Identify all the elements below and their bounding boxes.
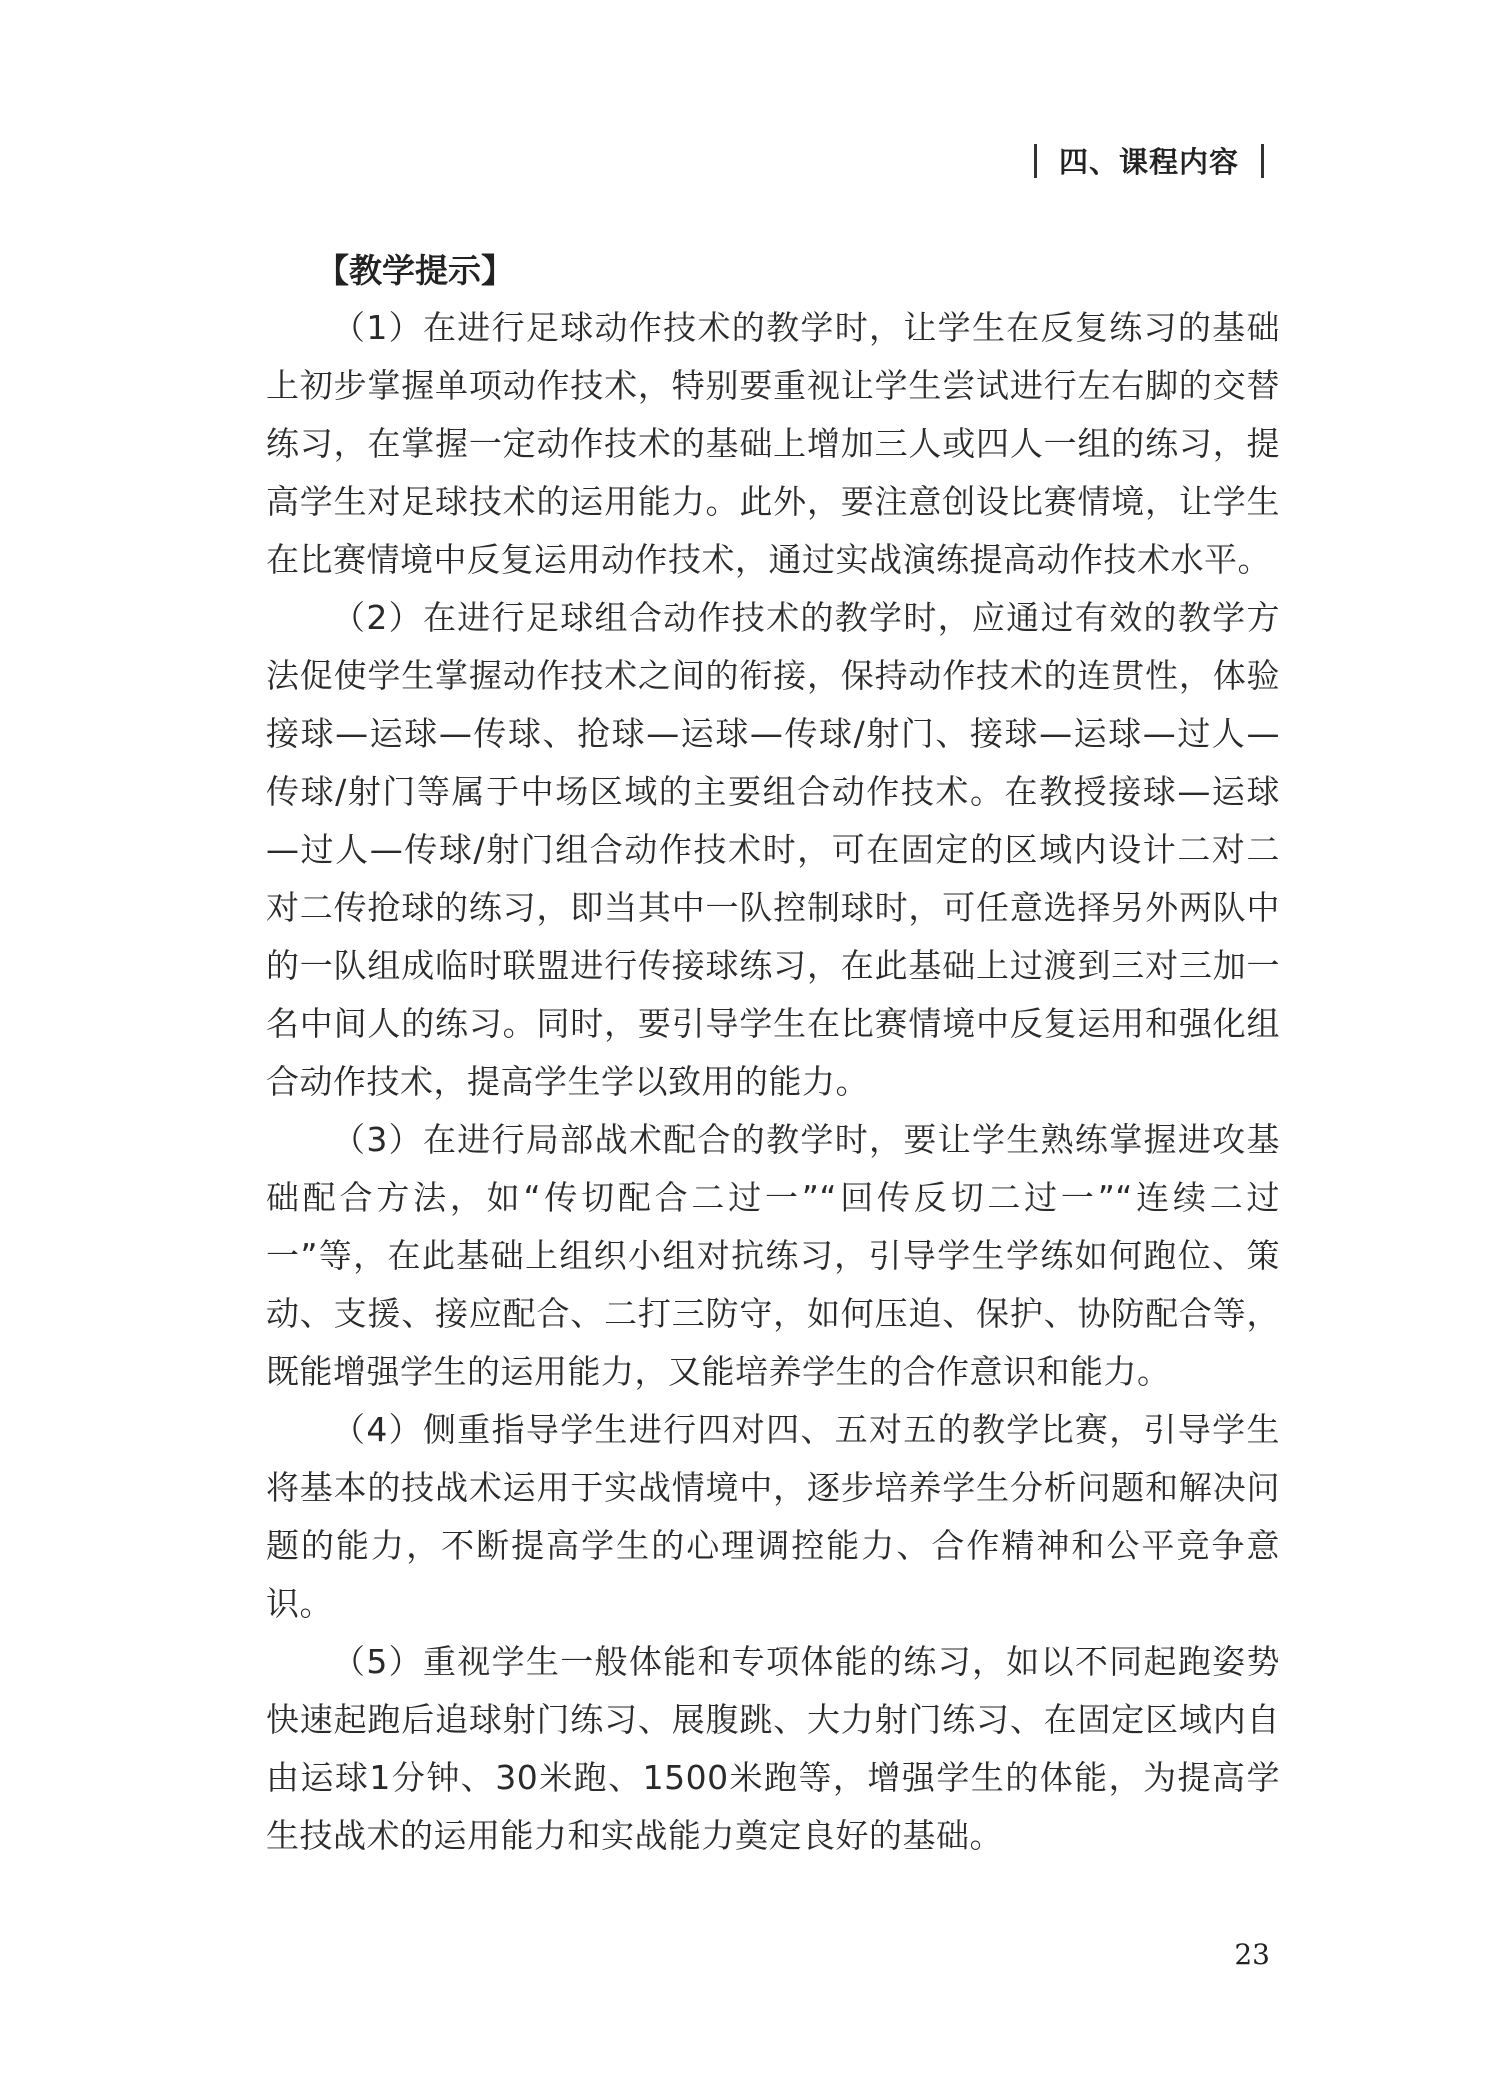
header-right-rule	[1261, 144, 1264, 178]
teaching-tips-heading: 【教学提示】	[316, 251, 514, 290]
paragraph-5: （5）重视学生一般体能和专项体能的练习，如以不同起跑姿势快速起跑后追球射门练习、展腹跳、大力射门练习、在固定区域内自由运球1分钟、30米跑、1500米跑等，增强学生的体能，为提高学生技战术的运用能力和实战能力奠定良好的基础。	[266, 1642, 1280, 1855]
paragraph-2: （2）在进行足球组合动作技术的教学时，应通过有效的教学方法促使学生掌握动作技术之间的衔接，保持动作技术的连贯性，体验接球—运球—传球、抢球—运球—传球/射门、接球—运球—过人—传球/射门等属于中场区域的主要组合动作技术。在教授接球—运球—过人—传球/射门组合动作技术时，可在固定的区域内设计二对二对二传抢球的练习，即当其中一队控制球时，可任意选择另外两队中的一队组成临时联盟进行传接球练习，在此基础上过渡到三对三加一名中间人的练习。同时，要引导学生在比赛情境中反复运用和强化组合动作技术，提高学生学以致用的能力。	[266, 598, 1280, 1101]
paragraph-3: （3）在进行局部战术配合的教学时，要让学生熟练掌握进攻基础配合方法，如“传切配合二过一”“回传反切二过一”“连续二过一”等，在此基础上组织小组对抗练习，引导学生学练如何跑位、策动、支援、接应配合、二打三防守，如何压迫、保护、协防配合等，既能增强学生的运用能力，又能培养学生的合作意识和能力。	[266, 1120, 1280, 1391]
paragraph-1: （1）在进行足球动作技术的教学时，让学生在反复练习的基础上初步掌握单项动作技术，特别要重视让学生尝试进行左右脚的交替练习，在掌握一定动作技术的基础上增加三人或四人一组的练习，提高学生对足球技术的运用能力。此外，要注意创设比赛情境，让学生在比赛情境中反复运用动作技术，通过实战演练提高动作技术水平。	[266, 308, 1280, 579]
section-title: 四、课程内容	[1058, 145, 1239, 179]
running-header	[1034, 140, 1264, 181]
page-body	[266, 242, 1280, 1865]
paragraph-4: （4）侧重指导学生进行四对四、五对五的教学比赛，引导学生将基本的技战术运用于实战情境中，逐步培养学生分析问题和解决问题的能力，不断提高学生的心理调控能力、合作精神和公平竞争意识。	[266, 1410, 1280, 1623]
page-number: 23	[1234, 1938, 1270, 1971]
